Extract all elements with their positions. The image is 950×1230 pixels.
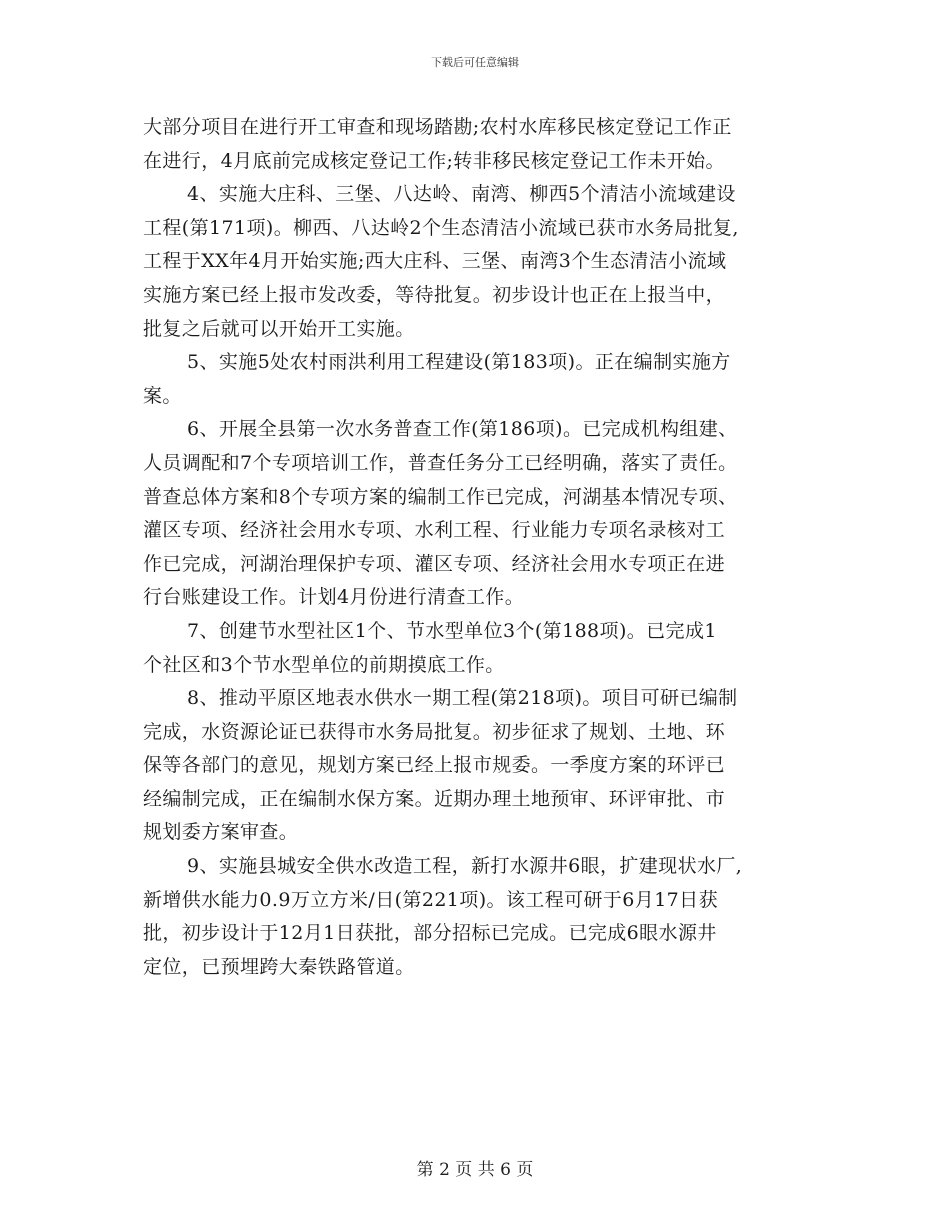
document-body	[143, 111, 813, 984]
text-line: 批复之后就可以开始开工实施。	[143, 317, 415, 340]
text-line: 实施方案已经上报市发改委，等待批复。初步设计也正在上报当中，	[143, 283, 726, 306]
text-line: 新增供水能力0.9万立方米/日(第221项)。该工程可研于6月17日获	[143, 888, 718, 911]
text-line: 人员调配和7个专项培训工作，普查任务分工已经明确，落实了责任。	[143, 451, 738, 474]
text-line: 规划委方案审查。	[143, 821, 299, 844]
page-header: 下载后可任意编辑	[431, 56, 519, 69]
text-line: 保等各部门的意见，规划方案已经上报市规委。一季度方案的环评已	[143, 754, 726, 777]
text-line: 灌区专项、经济社会用水专项、水利工程、行业能力专项名录核对工	[143, 519, 726, 542]
text-line: 普查总体方案和8个专项方案的编制工作已完成，河湖基本情况专项、	[143, 485, 738, 508]
text-line: 行台账建设工作。计划4月份进行清查工作。	[143, 586, 525, 609]
text-line: 7、创建节水型社区1个、节水型单位3个(第188项)。已完成1	[187, 619, 717, 642]
text-line: 6、开展全县第一次水务普查工作(第186项)。已完成机构组建、	[187, 418, 738, 441]
text-line: 完成，水资源论证已获得市水务局批复。初步征求了规划、土地、环	[143, 720, 726, 743]
text-line: 5、实施5处农村雨洪利用工程建设(第183项)。正在编制实施方	[187, 351, 731, 374]
text-line: 工程于XX年4月开始实施;西大庄科、三堡、南湾3个生态清洁小流域	[143, 250, 727, 273]
text-line: 4、实施大庄科、三堡、八达岭、南湾、柳西5个清洁小流域建设	[187, 183, 736, 206]
text-line: 在进行，4月底前完成核定登记工作;转非移民核定登记工作未开始。	[143, 149, 725, 172]
text-line: 案。	[143, 384, 182, 407]
text-line: 9、实施县城安全供水改造工程，新打水源井6眼，扩建现状水厂,	[187, 855, 743, 878]
text-line: 8、推动平原区地表水供水一期工程(第218项)。项目可研已编制	[187, 687, 738, 710]
text-line: 批，初步设计于12月1日获批，部分招标已完成。已完成6眼水源井	[143, 922, 717, 945]
text-line: 工程(第171项)。柳西、八达岭2个生态清洁小流域已获市水务局批复,	[143, 216, 739, 239]
text-line: 作已完成，河湖治理保护专项、灌区专项、经济社会用水专项正在进	[143, 552, 726, 575]
text-line: 经编制完成，正在编制水保方案。近期办理土地预审、环评审批、市	[143, 787, 726, 810]
page-footer: 第 2 页 共 6 页	[416, 1160, 534, 1180]
text-line: 定位，已预埋跨大秦铁路管道。	[143, 955, 415, 978]
text-line: 个社区和3个节水型单位的前期摸底工作。	[143, 653, 505, 676]
text-line: 大部分项目在进行开工审查和现场踏勘;农村水库移民核定登记工作正	[143, 116, 732, 138]
